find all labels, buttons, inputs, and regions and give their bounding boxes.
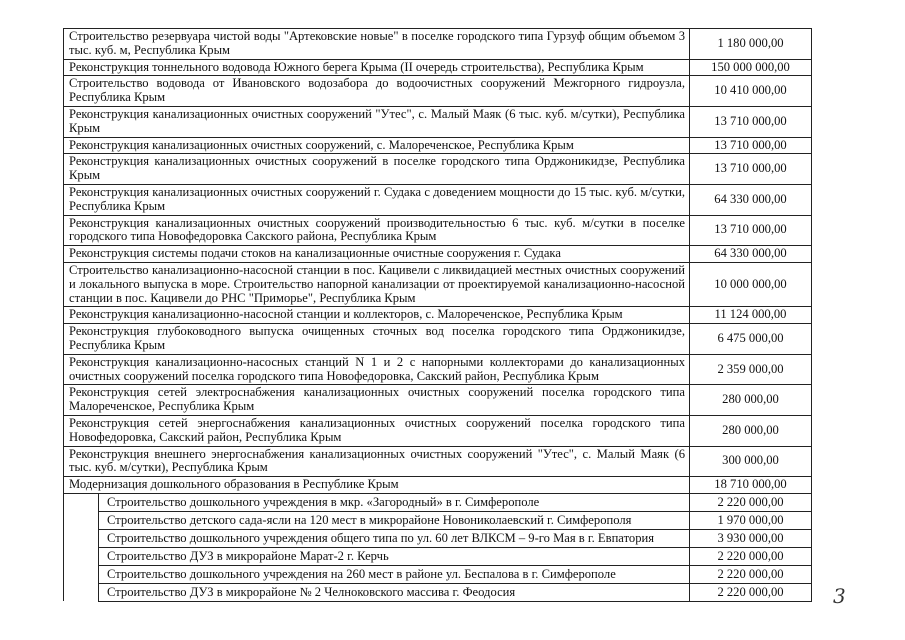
sub-row [64, 493, 812, 511]
item-amount: 64 330 000,00 [690, 246, 812, 263]
table-row [64, 324, 812, 355]
item-amount: 1 970 000,00 [690, 511, 812, 529]
item-amount: 64 330 000,00 [690, 184, 812, 215]
item-amount: 11 124 000,00 [690, 307, 812, 324]
item-description: Реконструкция канализационных очистных сооружений производительностью 6 тыс. куб. м/сутки в поселке городского типа Новофедоровка Сакского района, Республика Крым [64, 215, 690, 246]
item-description: Реконструкция канализационных очистных сооружений, с. Малореченское, Республика Крым [64, 137, 690, 154]
item-amount: 280 000,00 [690, 385, 812, 416]
indent-cell [64, 529, 99, 547]
table-row [64, 246, 812, 263]
item-description: Реконструкция глубоководного выпуска очищенных сточных вод поселка городского типа Орджоникидзе, Республика Крым [64, 324, 690, 355]
item-amount: 13 710 000,00 [690, 106, 812, 137]
item-description: Строительство водовода от Ивановского водозабора до водоочистных сооружений Межгорного гидроузла, Республика Крым [64, 76, 690, 107]
item-description: Строительство дошкольного учреждения в мкр. «Загородный» в г. Симферополе [99, 493, 690, 511]
budget-table [63, 28, 812, 602]
item-amount: 150 000 000,00 [690, 59, 812, 76]
item-description: Строительство резервуара чистой воды "Артековские новые" в поселке городского типа Гурзуф общим объемом 3 тыс. куб. м, Республика Крым [64, 29, 690, 60]
section-row [64, 477, 812, 494]
item-description: Строительство ДУЗ в микрорайоне № 2 Челноковского массива г. Феодосия [99, 583, 690, 601]
item-description: Реконструкция сетей энергоснабжения канализационных очистных сооружений поселка городского типа Новофедоровка, Сакский район, Республика Крым [64, 415, 690, 446]
table-row [64, 184, 812, 215]
item-amount: 280 000,00 [690, 415, 812, 446]
item-description: Реконструкция системы подачи стоков на канализационные очистные сооружения г. Судака [64, 246, 690, 263]
item-amount: 10 410 000,00 [690, 76, 812, 107]
item-amount: 2 220 000,00 [690, 565, 812, 583]
sub-row [64, 547, 812, 565]
table-row [64, 415, 812, 446]
item-amount: 13 710 000,00 [690, 137, 812, 154]
indent-cell [64, 493, 99, 511]
item-description: Реконструкция канализационно-насосной станции и коллекторов, с. Малореченское, Республика Крым [64, 307, 690, 324]
table-row [64, 307, 812, 324]
indent-cell [64, 565, 99, 583]
item-description: Реконструкция канализационных очистных сооружений г. Судака с доведением мощности до 15 тыс. куб. м/сутки, Республика Крым [64, 184, 690, 215]
sub-row [64, 529, 812, 547]
item-amount: 13 710 000,00 [690, 215, 812, 246]
table-row [64, 262, 812, 306]
table-row [64, 76, 812, 107]
table-row [64, 385, 812, 416]
item-description: Строительство дошкольного учреждения общего типа по ул. 60 лет ВЛКСМ – 9-го Мая в г. Евпатория [99, 529, 690, 547]
table-row [64, 59, 812, 76]
item-description: Реконструкция канализационных очистных сооружений "Утес", с. Малый Маяк (6 тыс. куб. м/сутки), Республика Крым [64, 106, 690, 137]
sub-row [64, 565, 812, 583]
item-amount: 6 475 000,00 [690, 324, 812, 355]
item-description: Модернизация дошкольного образования в Республике Крым [64, 477, 690, 494]
item-description: Реконструкция тоннельного водовода Южного берега Крыма (II очередь строительства), Республика Крым [64, 59, 690, 76]
item-amount: 300 000,00 [690, 446, 812, 477]
item-amount: 18 710 000,00 [690, 477, 812, 494]
item-description: Строительство канализационно-насосной станции в пос. Кацивели с ликвидацией местных очистных сооружений и локального выпуска в море. Строительство напорной канализации от проектируемой канализационно-насосной станции в пос. Кацивели до РНС "Приморье", Республика Крым [64, 262, 690, 306]
table-row [64, 215, 812, 246]
table-row [64, 446, 812, 477]
sub-row [64, 511, 812, 529]
table-row [64, 154, 812, 185]
item-amount: 2 220 000,00 [690, 493, 812, 511]
table-row [64, 354, 812, 385]
item-amount: 1 180 000,00 [690, 29, 812, 60]
item-description: Реконструкция канализационных очистных сооружений в поселке городского типа Орджоникидзе, Республика Крым [64, 154, 690, 185]
item-amount: 13 710 000,00 [690, 154, 812, 185]
page-number: 3 [833, 584, 846, 608]
indent-cell [64, 583, 99, 601]
table-row [64, 106, 812, 137]
table-row [64, 137, 812, 154]
indent-cell [64, 511, 99, 529]
item-amount: 3 930 000,00 [690, 529, 812, 547]
item-amount: 2 220 000,00 [690, 547, 812, 565]
item-amount: 2 359 000,00 [690, 354, 812, 385]
table-row [64, 29, 812, 60]
table-body [64, 29, 812, 602]
indent-cell [64, 547, 99, 565]
item-description: Строительство дошкольного учреждения на 260 мест в районе ул. Беспалова в г. Симферополе [99, 565, 690, 583]
item-description: Строительство детского сада-ясли на 120 мест в микрорайоне Новониколаевский г. Симферополя [99, 511, 690, 529]
item-description: Реконструкция внешнего энергоснабжения канализационных очистных сооружений "Утес", с. Малый Маяк (6 тыс. куб. м/сутки), Республика Крым [64, 446, 690, 477]
item-amount: 2 220 000,00 [690, 583, 812, 601]
item-description: Реконструкция сетей электроснабжения канализационных очистных сооружений поселка городского типа Малореченское, Республика Крым [64, 385, 690, 416]
item-description: Строительство ДУЗ в микрорайоне Марат-2 г. Керчь [99, 547, 690, 565]
sub-row [64, 583, 812, 601]
item-amount: 10 000 000,00 [690, 262, 812, 306]
item-description: Реконструкция канализационно-насосных станций N 1 и 2 с напорными коллекторами до канализационных очистных сооружений поселка городского типа Новофедоровка, Сакский район, Республика Крым [64, 354, 690, 385]
